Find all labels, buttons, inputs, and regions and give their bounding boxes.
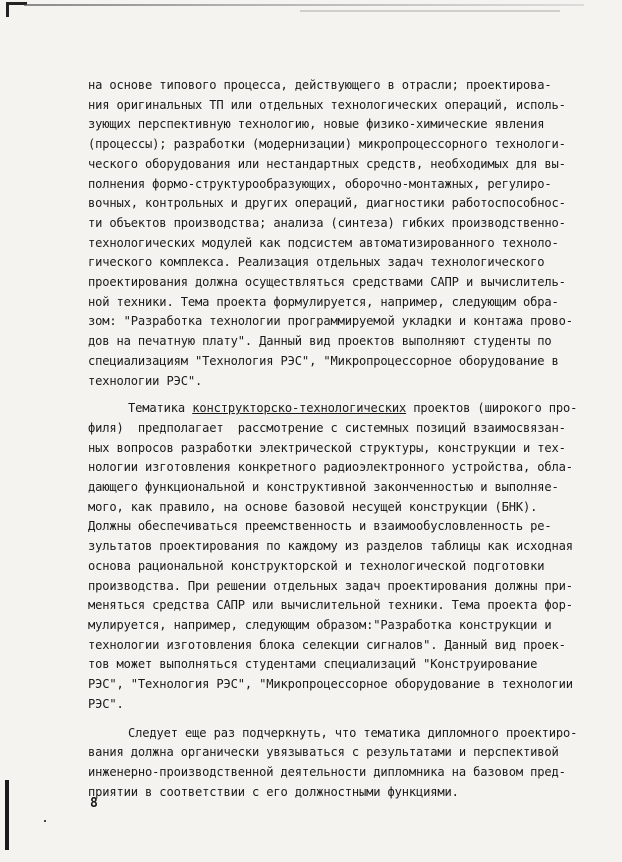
page-body xyxy=(88,76,593,802)
text-line: гического комплекса. Реализация отдельных задач технологического xyxy=(88,255,545,270)
text-line: зующих перспективную технологию, новые физико-химические явления xyxy=(88,117,545,132)
text-line: производства. При решении отдельных задач проектирования должны при- xyxy=(88,578,573,593)
text-line: вочных, контрольных и других операций, диагностики работоспособнос- xyxy=(88,196,566,211)
paragraph-2-first-line xyxy=(88,399,593,419)
text-line: тов может выполняться студентами специализаций "Конструирование xyxy=(88,657,538,672)
paragraph-3 xyxy=(88,724,593,803)
text-line: Должны обеспечиваться преемственность и взаимообусловленность ре- xyxy=(88,519,552,534)
text-line: инженерно-производственной деятельности дипломника на базовом пред- xyxy=(88,764,566,779)
text-line: ти объектов производства; анализа (синтеза) гибких производственно- xyxy=(88,215,566,230)
scan-edge-line xyxy=(24,4,584,6)
text-fragment: проектов (широкого про- xyxy=(406,401,578,416)
text-line: на основе типового процесса, действующего в отрасли; проектирова- xyxy=(88,78,552,92)
text-line: технологии РЭС". xyxy=(88,373,203,388)
text-line: ния оригинальных ТП или отдельных технологических операций, исполь- xyxy=(88,97,566,112)
text-line: меняться средства САПР или вычислительной техники. Тема проекта фор- xyxy=(88,598,573,613)
text-line: полнения формо-структурообразующих, оборочно-монтажных, регулиро- xyxy=(88,176,552,191)
text-line: технологических модулей как подсистем автоматизированного техноло- xyxy=(88,235,559,250)
text-line: дающего функциональной и конструктивной законченностью и выполняе- xyxy=(88,480,559,495)
paragraph-2 xyxy=(88,399,593,714)
paragraph-1 xyxy=(88,76,593,391)
page-number: 8 xyxy=(90,796,98,811)
text-line: РЭС", "Технология РЭС", "Микропроцессорное оборудование в технологии xyxy=(88,677,573,692)
text-line: зультатов проектирования по каждому из разделов таблицы как исходная xyxy=(88,539,573,554)
text-line: филя) предполагает рассмотрение с системных позиций взаимосвязан- xyxy=(88,420,566,435)
text-line: (процессы); разработки (модернизации) микропроцессорного технологи- xyxy=(88,137,566,152)
text-line: ной техники. Тема проекта формулируется, например, следующим обра- xyxy=(88,294,559,309)
scan-speck xyxy=(44,820,46,822)
text-line: технологии изготовления блока селекции сигналов". Данный вид проек- xyxy=(88,637,566,652)
text-line: специализациям "Технология РЭС", "Микропроцессорное оборудование в xyxy=(88,353,559,368)
text-line: ческого оборудования или нестандартных средств, необходимых для вы- xyxy=(88,156,566,171)
text-line: приятии в соответствии с его должностными функциями. xyxy=(88,784,459,799)
text-line: основа рациональной конструкторской и технологической подготовки xyxy=(88,558,545,573)
text-line: дов на печатную плату". Данный вид проектов выполняют студенты по xyxy=(88,334,552,349)
text-line: мого, как правило, на основе базовой несущей конструкции (БНК). xyxy=(88,499,538,514)
text-line: проектирования должна осуществляться средствами САПР и вычислитель- xyxy=(88,275,566,290)
text-line: нологии изготовления конкретного радиоэлектронного устройства, обла- xyxy=(88,460,573,475)
text-line: мулируется, например, следующим образом:"Разработка конструкции и xyxy=(88,617,552,632)
underlined-term: конструкторско-технологических xyxy=(192,401,407,416)
text-line: РЭС". xyxy=(88,696,124,711)
text-line: ных вопросов разработки электрической структуры, конструкции и тех- xyxy=(88,440,566,455)
text-line: зом: "Разработка технологии программируемой укладки и контажа прово- xyxy=(88,314,573,329)
scan-edge-mark xyxy=(5,780,9,850)
scan-edge-line xyxy=(300,10,560,12)
text-fragment: Тематика xyxy=(128,401,193,416)
text-line: вания должна органически увязываться с результатами и перспективой xyxy=(88,745,559,760)
text-line: Следует еще раз подчеркнуть, что тематика дипломного проектиро- xyxy=(128,725,578,740)
